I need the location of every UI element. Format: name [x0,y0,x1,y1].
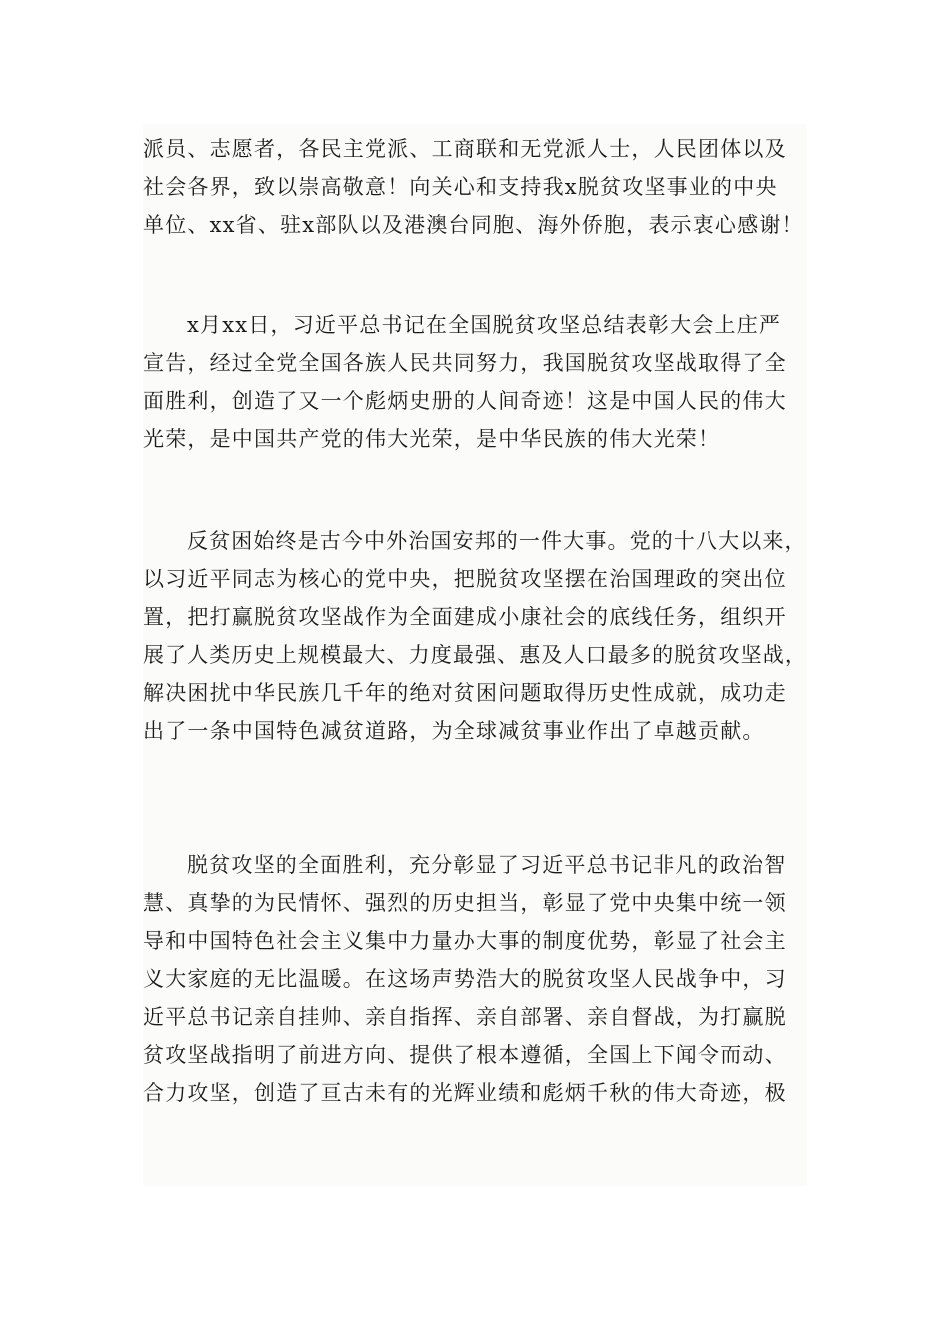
text-line: 社会各界，致以崇高敬意！向关心和支持我x脱贫攻坚事业的中央 [143,175,778,199]
paragraph-4 [143,846,807,1112]
text-line: 反贫困始终是古今中外治国安邦的一件大事。党的十八大以来， [187,529,807,553]
text-line: 派员、志愿者，各民主党派、工商联和无党派人士，人民团体以及 [143,137,787,161]
text-line: 以习近平同志为核心的党中央，把脱贫攻坚摆在治国理政的突出位 [143,567,787,591]
text-line: 宣告，经过全党全国各族人民共同努力，我国脱贫攻坚战取得了全 [143,351,787,375]
text-line: x月xx日，习近平总书记在全国脱贫攻坚总结表彰大会上庄严 [187,313,782,337]
text-line: 解决困扰中华民族几千年的绝对贫困问题取得历史性成就，成功走 [143,681,787,705]
text-line: 合力攻坚，创造了亘古未有的光辉业绩和彪炳千秋的伟大奇迹，极 [143,1081,787,1105]
text-line: 导和中国特色社会主义集中力量办大事的制度优势，彰显了社会主 [143,929,787,953]
text-line: 脱贫攻坚的全面胜利，充分彰显了习近平总书记非凡的政治智 [187,853,787,877]
text-line: 展了人类历史上规模最大、力度最强、惠及人口最多的脱贫攻坚战， [143,643,807,667]
text-line: 慧、真挚的为民情怀、强烈的历史担当，彰显了党中央集中统一领 [143,891,787,915]
paragraph-2 [143,306,807,458]
text-line: 出了一条中国特色减贫道路，为全球减贫事业作出了卓越贡献。 [143,719,765,743]
paragraph-1 [143,130,807,244]
text-line: 近平总书记亲自挂帅、亲自指挥、亲自部署、亲自督战，为打赢脱 [143,1005,787,1029]
text-line: 贫攻坚战指明了前进方向、提供了根本遵循，全国上下闻令而动、 [143,1043,787,1067]
text-line: 义大家庭的无比温暖。在这场声势浩大的脱贫攻坚人民战争中，习 [143,967,787,991]
document-body [143,124,807,1186]
text-line: 面胜利，创造了又一个彪炳史册的人间奇迹！这是中国人民的伟大 [143,389,787,413]
text-line: 单位、xx省、驻x部队以及港澳台同胞、海外侨胞，表示衷心感谢！ [143,213,804,237]
paragraph-3 [143,522,807,750]
text-line: 光荣，是中国共产党的伟大光荣，是中华民族的伟大光荣！ [143,427,721,451]
text-line: 置，把打赢脱贫攻坚战作为全面建成小康社会的底线任务，组织开 [143,605,787,629]
